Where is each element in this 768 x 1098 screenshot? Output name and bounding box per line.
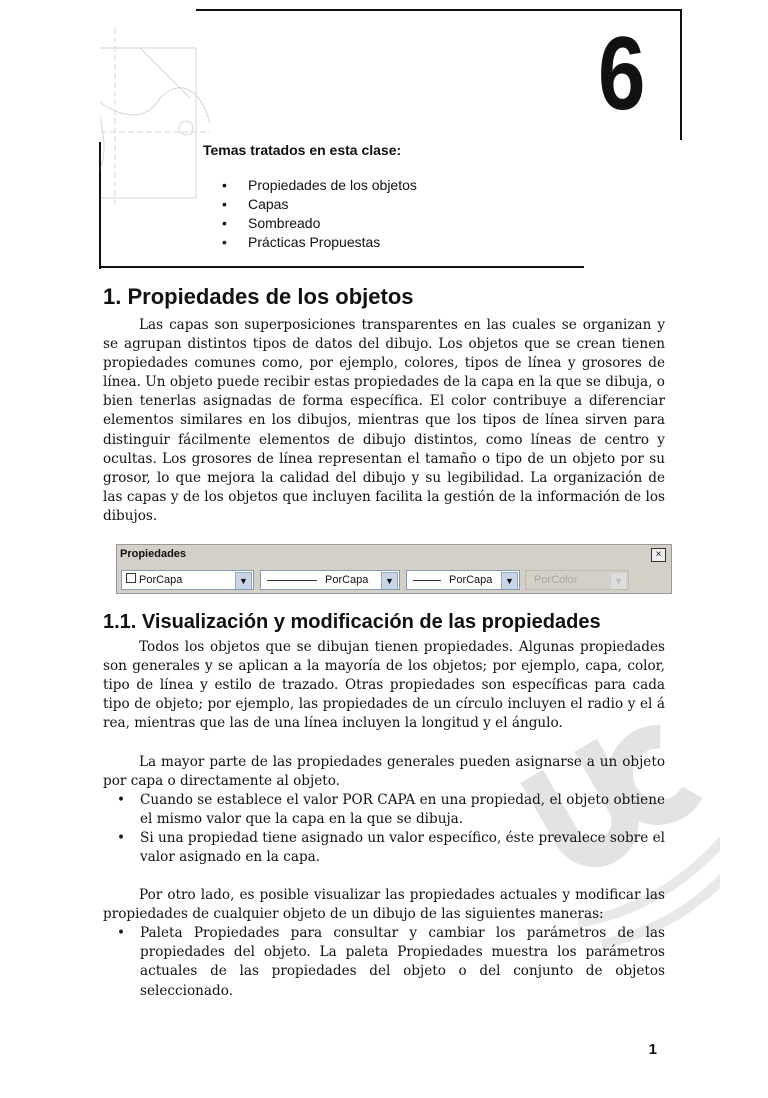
line-sample-icon [267,580,317,581]
line-sample-icon [413,580,441,581]
linetype-value: PorCapa [325,574,369,587]
paragraph: Por otro lado, es posible visualizar las propiedades actuales y modificar las propiedades de cualquier objeto de un dibujo de las siguientes maneras: [103,887,665,923]
topic-item: • Propiedades de los objetos [222,176,417,195]
bullet-list [103,791,665,867]
topic-item: • Capas [222,195,417,214]
topic-item: • Prácticas Propuestas [222,233,417,252]
paragraph: La mayor parte de las propiedades generales pueden asignarse a un objeto por capa o directamente al objeto. [103,753,665,789]
color-dropdown[interactable] [121,570,254,590]
color-value: PorCapa [139,574,183,587]
section-heading: 1. Propiedades de los objetos [103,284,414,309]
topics-title: Temas tratados en esta clase: [203,142,402,158]
frame-right-line [680,9,682,140]
bullet-item: • Paleta Propiedades para consultar y cambiar los parámetros de las propiedades del objeto. La paleta Propiedades muestra los parámetros actuales de las propiedades del objeto o del conjunto de objetos seleccionado. [103,924,665,1000]
paragraph: Todos los objetos que se dibujan tienen propiedades. Algunas propiedades son generales y se aplican a la mayoría de los objetos; por ejemplo, capa, color, tipo de línea y estilo de trazado. Otras propiedades son específicas para cada tipo de objeto; por ejemplo, las propiedades de un círculo incluyen el radio y el á rea, mientras que las de una línea incluyen la longitud y el ángulo. [103,639,665,732]
chapter-number: 6 [598,16,646,132]
plotstyle-dropdown[interactable] [525,570,629,590]
lineweight-dropdown[interactable] [406,570,520,590]
topic-item: • Sombreado [222,214,417,233]
close-button[interactable]: × [651,548,666,562]
bullet-item: • Si una propiedad tiene asignado un valor específico, éste prevalece sobre el valor asignado en la capa. [103,829,665,867]
bullet-list [103,924,665,1000]
bullet-item: • Cuando se establece el valor POR CAPA en una propiedad, el objeto obtiene el mismo valor que la capa en la que se dibuja. [103,791,665,829]
paragraph: Las capas son superposiciones transparentes en las cuales se organizan y se agrupan distintos tipos de datos del dibujo. Los objetos que se crean tienen propiedades comunes como, por ejemplo, colores, tipos de línea y grosores de línea. Un objeto puede recibir estas propiedades de la capa en la que se dibuja, o bien tenerlas asignadas de forma específica. El color contribuye a diferenciar elementos similares en los dibujos, mientras que los tipos de línea sirven para distinguir fácilmente elementos de dibujo distintos, como líneas de centro y ocultas. Los grosores de línea representan el tamaño o tipo de un objeto por su grosor, lo que mejora la calidad del dibujo y su legibilidad. La organización de las capas y de los objetos que incluyen facilita la gestión de la información de los dibujos. [103,317,665,524]
chevron-down-icon[interactable]: ▼ [381,572,398,590]
chevron-down-icon[interactable]: ▼ [501,572,518,590]
plotstyle-value: PorColor [534,574,578,587]
color-swatch-icon [126,573,136,583]
chevron-down-icon[interactable]: ▼ [235,572,252,590]
chevron-down-icon[interactable]: ▼ [610,572,627,590]
properties-toolbar [116,544,672,594]
subsection-heading: 1.1. Visualización y modificación de las propiedades [103,611,601,634]
page-number: 1 [648,1040,657,1058]
toolbar-title: Propiedades [120,548,187,561]
linetype-dropdown[interactable] [260,570,400,590]
lineweight-value: PorCapa [449,574,493,587]
